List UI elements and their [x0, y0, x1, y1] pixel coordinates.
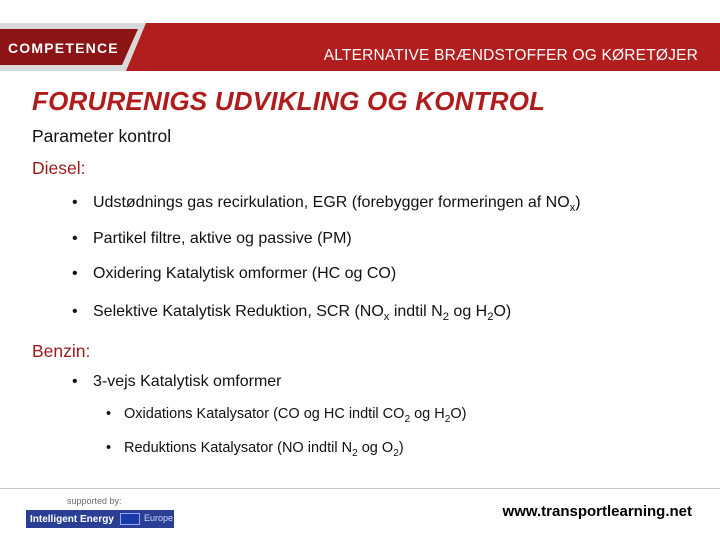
intelligent-energy-logo[interactable]	[26, 510, 174, 528]
intelligent-energy-logo-suffix: Europe	[144, 513, 174, 523]
website-link[interactable]: www.transportlearning.net	[502, 503, 692, 520]
slide-title: FORURENIGS UDVIKLING OG KONTROL	[32, 86, 546, 116]
benzin-heading: Benzin:	[32, 341, 91, 361]
header-title: ALTERNATIVE BRÆNDSTOFFER OG KØRETØJER	[323, 47, 698, 64]
eu-flag-icon	[120, 513, 140, 525]
header-band	[0, 23, 720, 71]
footer-divider	[0, 488, 720, 489]
bullet-icon: •	[72, 194, 78, 211]
slide-subtitle: Parameter kontrol	[32, 126, 172, 146]
supported-by-label: supported by:	[67, 496, 122, 506]
diesel-heading: Diesel:	[32, 158, 86, 178]
competence-logo[interactable]: COMPETENCE	[8, 40, 119, 56]
bullet-icon: •	[106, 440, 112, 456]
bullet-icon: •	[72, 265, 78, 282]
bullet-icon: •	[72, 230, 78, 247]
intelligent-energy-logo-text: Intelligent Energy	[30, 513, 114, 525]
bullet-icon: •	[72, 303, 78, 320]
bullet-icon: •	[72, 373, 78, 390]
bullet-icon: •	[106, 406, 112, 422]
